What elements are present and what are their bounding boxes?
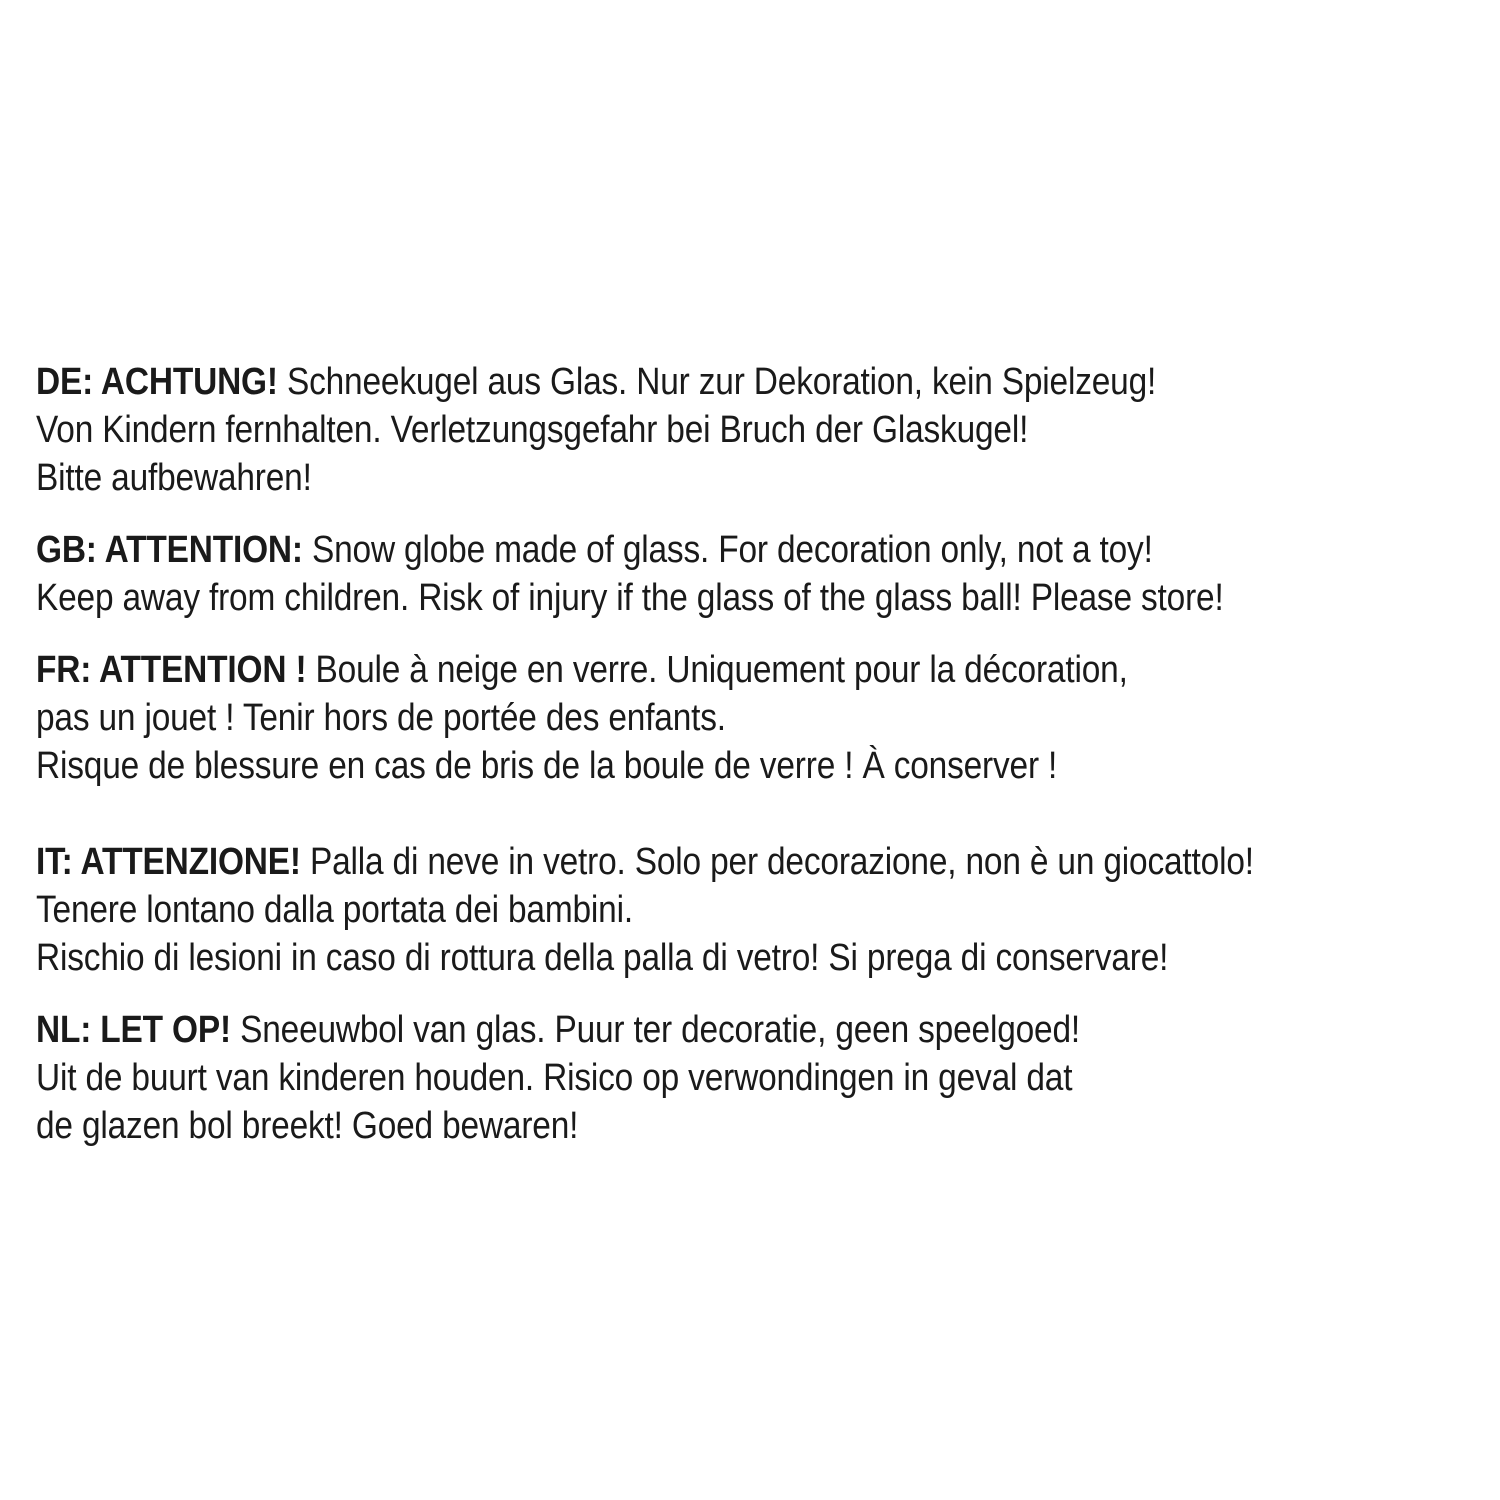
warning-line: Schneekugel aus Glas. Nur zur Dekoration, kein Spielzeug! bbox=[286, 361, 1157, 403]
warning-paragraph-gb bbox=[36, 526, 1497, 622]
warning-paragraph-nl bbox=[36, 1006, 1497, 1150]
warning-line: Bitte aufbewahren! bbox=[36, 457, 312, 499]
warning-line: Boule à neige en verre. Uniquement pour la décoration, bbox=[315, 649, 1128, 691]
warning-line: Sneeuwbol van glas. Puur ter decoratie, geen speelgoed! bbox=[240, 1009, 1081, 1051]
warning-line: Von Kindern fernhalten. Verletzungsgefahr bei Bruch der Glaskugel! bbox=[36, 409, 1029, 451]
warning-line: Rischio di lesioni in caso di rottura della palla di vetro! Si prega di conservare! bbox=[36, 937, 1169, 979]
warning-line: Uit de buurt van kinderen houden. Risico op verwondingen in geval dat bbox=[36, 1057, 1073, 1099]
warning-line: Palla di neve in vetro. Solo per decorazione, non è un giocattolo! bbox=[309, 841, 1254, 883]
warning-paragraph-de bbox=[36, 358, 1497, 502]
warning-line: Tenere lontano dalla portata dei bambini. bbox=[36, 889, 633, 931]
warning-text-block bbox=[36, 358, 1497, 1174]
warning-line: de glazen bol breekt! Goed bewaren! bbox=[36, 1105, 579, 1147]
warning-line: Keep away from children. Risk of injury if the glass of the glass ball! Please store! bbox=[36, 577, 1224, 619]
warning-line: Snow globe made of glass. For decoration only, not a toy! bbox=[311, 529, 1153, 571]
warning-paragraph-it bbox=[36, 838, 1497, 982]
warning-line: pas un jouet ! Tenir hors de portée des enfants. bbox=[36, 697, 726, 739]
warning-line: Risque de blessure en cas de bris de la boule de verre ! À conserver ! bbox=[36, 745, 1058, 787]
warning-lead-gb: GB: ATTENTION: bbox=[36, 529, 303, 571]
warning-lead-de: DE: ACHTUNG! bbox=[36, 361, 278, 403]
warning-lead-nl: NL: LET OP! bbox=[36, 1009, 231, 1051]
warning-paragraph-fr bbox=[36, 646, 1497, 790]
warning-lead-it: IT: ATTENZIONE! bbox=[36, 841, 301, 883]
warning-lead-fr: FR: ATTENTION ! bbox=[36, 649, 307, 691]
